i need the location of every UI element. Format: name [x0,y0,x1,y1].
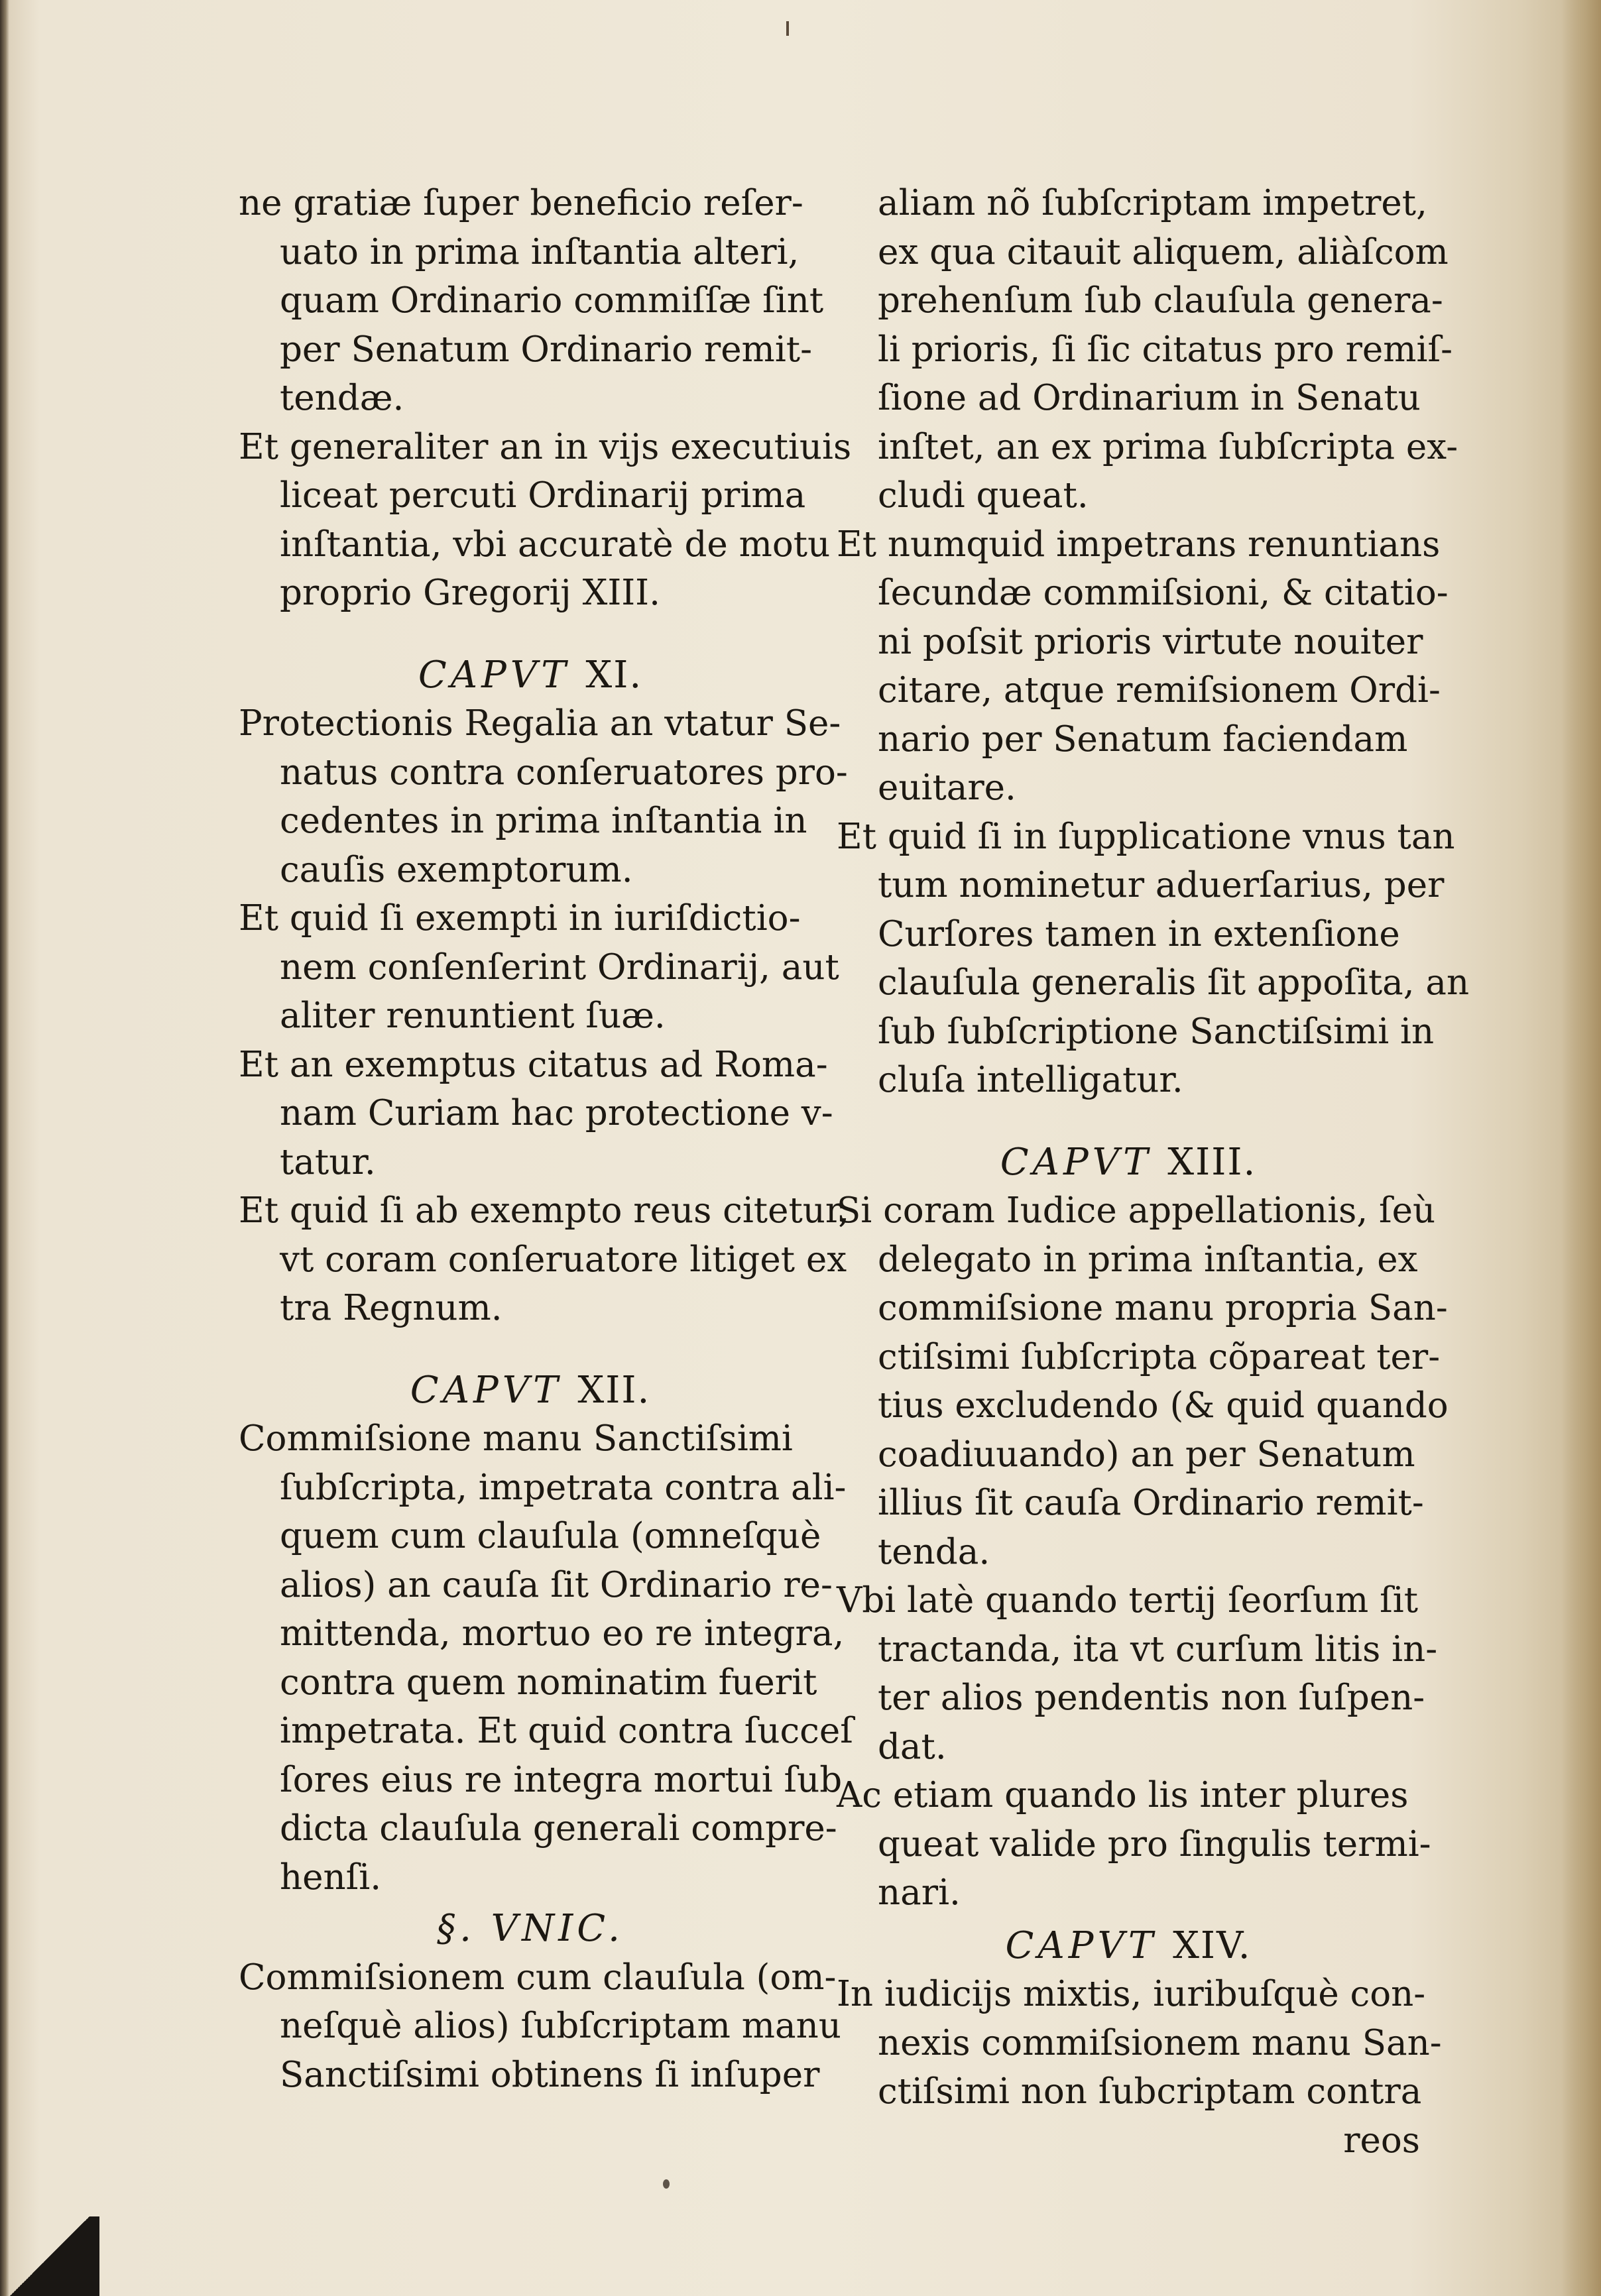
text-line: citare, atque remiſsionem Ordi- [878,670,1441,711]
chapter-heading [837,1138,1420,1187]
text-line: nari. [878,1872,961,1913]
catchword: reos [1343,2120,1420,2161]
text-line: dat. [878,1726,947,1767]
text-line: Et quid ſi exempti in iuriſdictio- [239,898,801,939]
entry-paragraph [239,1186,850,1333]
text-line: ctiſsimi ſubſcripta cõpareat ter- [878,1336,1441,1377]
chapter-heading [239,1366,822,1415]
text-line: ni poſsit prioris virtute nouiter [878,621,1423,662]
text-line: tractanda, ita vt curſum litis in- [878,1629,1438,1670]
entry-paragraph [837,520,1449,813]
text-line: vt coram conſeruatore litiget ex [280,1239,847,1280]
text-line: tum nominetur aduerſarius, per [878,865,1445,905]
text-line: li prioris, ſi ſic citatus pro remiſ- [878,329,1453,370]
text-line: inſtet, an ex prima ſubſcripta ex- [878,426,1458,467]
entry-paragraph [837,1576,1438,1771]
text-line: alios) an cauſa ſit Ordinario re- [280,1564,833,1605]
text-line: ter alios pendentis non ſuſpen- [878,1678,1425,1718]
entry-paragraph [239,1414,853,1902]
text-line: prehenſum ſub clauſula genera- [878,280,1443,321]
text-line: Et numquid impetrans renuntians [837,524,1441,565]
chapter-number: XI. [585,653,643,697]
text-line: per Senatum Ordinario remit- [280,329,812,370]
text-line: Et generaliter an in vijs executiuis [239,426,852,467]
entry-paragraph [837,1970,1442,2116]
text-line: liceat percuti Ordinarij prima [280,475,806,516]
text-line: Si coram Iudice appellationis, ſeù [837,1190,1436,1231]
entry-paragraph [239,423,852,618]
text-line: Et an exemptus citatus ad Roma- [239,1044,828,1085]
text-line: ſub ſubſcriptione Sanctiſsimi in [878,1011,1435,1052]
text-line: ex qua citauit aliquem, aliàſcom [878,231,1449,272]
text-line: Sanctiſsimi obtinens ſi inſuper [280,2054,820,2095]
text-line: natus contra conſeruatores pro- [280,752,848,793]
entry-paragraph [837,179,1458,520]
text-line: tendæ. [280,378,404,418]
text-line: Vbi latè quando tertij ſeorſum ſit [837,1580,1419,1621]
text-line: cauſis exemptorum. [280,849,633,890]
chapter-number: XII. [577,1368,651,1412]
text-line: nem conſenſerint Ordinarij, aut [280,947,839,988]
text-line: contra quem nominatim fuerit [280,1662,817,1703]
text-line: ſecundæ commiſsioni, & citatio- [878,573,1449,613]
text-line: quem cum clauſula (omneſquè [280,1516,821,1556]
gutter-shadow [0,0,9,2296]
text-line: queat valide pro ſingulis termi- [878,1823,1431,1865]
chapter-label: CAPVT [418,653,570,697]
text-line: tenda. [878,1531,990,1572]
text-line: euitare. [878,768,1016,808]
text-line: ſubſcripta, impetrata contra ali- [280,1467,847,1508]
text-line: ſione ad Ordinarium in Senatu [878,378,1421,418]
text-line: delegato in prima inſtantia, ex [878,1239,1418,1280]
text-line: cedentes in prima inſtantia in [280,801,807,841]
left-column [239,179,853,2099]
text-line: Protectionis Regalia an vtatur Se- [239,703,841,744]
text-line: aliam nõ ſubſcriptam impetret, [878,183,1427,223]
text-line: ſores eius re integra mortui ſub [280,1759,843,1800]
chapter-heading [837,1922,1420,1971]
text-line: mittenda, mortuo eo re integra, [280,1613,845,1654]
text-line: Curſores tamen in extenſione [878,913,1400,954]
text-line: tra Regnum. [280,1288,503,1328]
text-line: Et quid ſi in ſupplicatione vnus tan [837,816,1455,857]
chapter-label: CAPVT [1000,1140,1152,1184]
text-line: uato in prima inſtantia alteri, [280,231,800,272]
text-line: nario per Senatum faciendam [878,718,1408,760]
text-line: coadiuuando) an per Senatum [878,1434,1415,1475]
entry-paragraph [837,1771,1431,1918]
text-line: dicta clauſula generali compre- [280,1808,837,1849]
chapter-label: CAPVT [1005,1923,1157,1967]
text-line: Et quid ſi ab exempto reus citetur, [239,1190,850,1231]
right-column [837,179,1470,2165]
entry-paragraph [837,1186,1449,1576]
chapter-number: XIV. [1173,1923,1252,1967]
text-line: illius ſit cauſa Ordinario remit- [878,1483,1424,1523]
entry-paragraph [239,1953,841,2100]
entry-paragraph [837,813,1470,1105]
text-line: cluſa intelligatur. [878,1060,1183,1100]
entry-paragraph [239,894,839,1041]
text-line: ctiſsimi non ſubcriptam contra [878,2071,1422,2112]
text-line: proprio Gregorij XIII. [280,573,660,613]
text-line: inſtantia, vbi accuratè de motu [280,524,831,565]
text-line: aliter renuntient ſuæ. [280,996,666,1036]
text-line: ne gratiæ ſuper beneficio reſer- [239,183,803,223]
chapter-label: CAPVT [410,1368,562,1412]
text-line: In iudicijs mixtis, iuribuſquè con- [837,1974,1426,2014]
chapter-heading [239,651,822,700]
text-line: impetrata. Et quid contra ſucceſ [280,1711,853,1751]
text-line: Ac etiam quando lis inter plures [837,1775,1409,1815]
page-edge [1561,0,1601,2296]
text-line: Commiſsione manu Sanctiſsimi [239,1418,793,1459]
text-line: cludi queat. [878,475,1089,516]
page-corner [0,2216,99,2296]
ink-dot [663,2179,670,2189]
text-line: commiſsione manu propria San- [878,1288,1448,1328]
section-heading [239,1904,822,1953]
section-label: §. VNIC. [437,1907,624,1950]
text-line: quam Ordinario commiſſæ ſint [280,280,824,321]
entry-paragraph [239,1041,833,1187]
text-line: Commiſsionem cum clauſula (om- [239,1957,837,1998]
text-line: nexis commiſsionem manu San- [878,2022,1442,2063]
text-line: nam Curiam hac protectione v- [280,1093,833,1133]
text-line: clauſula generalis ſit appoſita, an [878,962,1470,1003]
text-line: tius excludendo (& quid quando [878,1385,1449,1426]
text-line: tatur. [280,1141,376,1182]
chapter-number: XIII. [1167,1140,1257,1184]
text-line: neſquè alios) ſubſcriptam manu [280,2006,841,2046]
entry-paragraph [239,179,822,423]
text-line: henſi. [280,1857,382,1898]
entry-paragraph [239,699,848,894]
ink-mark [786,21,789,36]
